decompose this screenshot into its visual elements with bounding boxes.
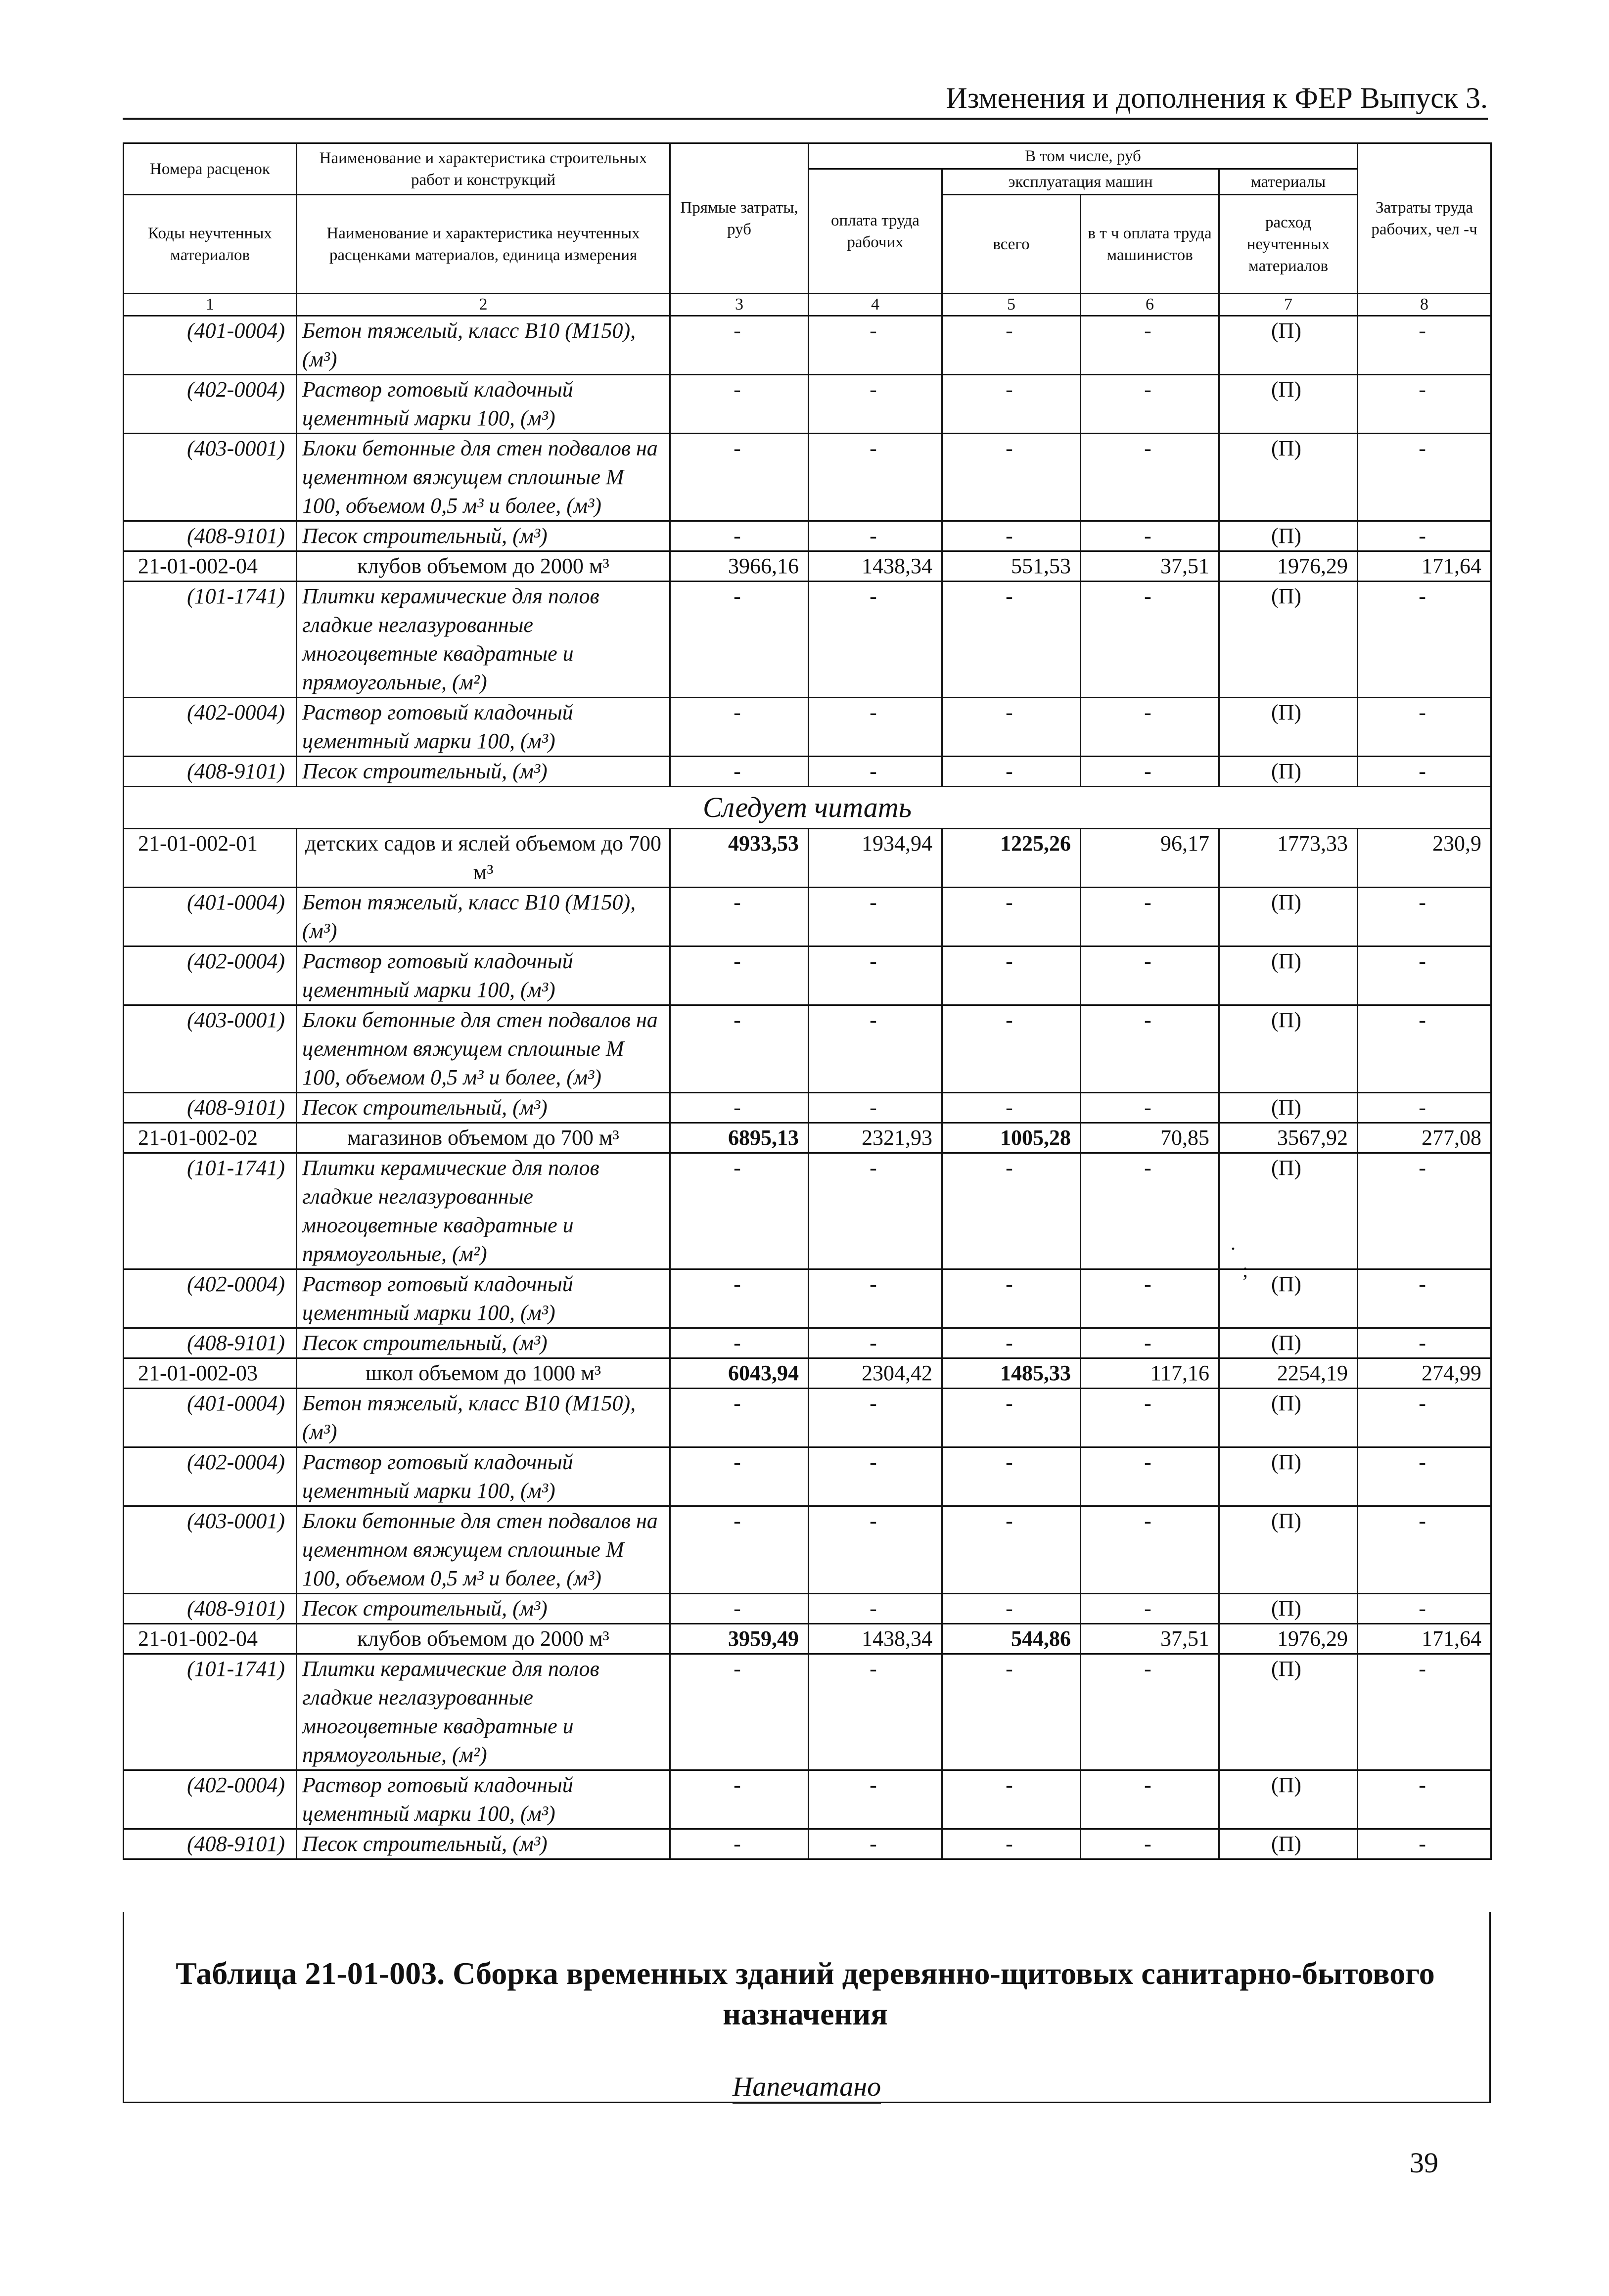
material-row xyxy=(124,757,1491,787)
material-row xyxy=(124,1005,1491,1093)
row-value: - xyxy=(670,698,809,757)
row-value: (П) xyxy=(1219,316,1358,375)
row-name: Бетон тяжелый, класс В10 (М150), (м³) xyxy=(297,1389,670,1447)
material-row xyxy=(124,1770,1491,1829)
row-value: - xyxy=(670,1328,809,1358)
row-value: (П) xyxy=(1219,1594,1358,1624)
row-value: - xyxy=(1358,757,1491,787)
row-value: 37,51 xyxy=(1081,551,1219,582)
row-value: - xyxy=(1081,1269,1219,1328)
row-value: (П) xyxy=(1219,1506,1358,1594)
row-value: - xyxy=(942,1005,1081,1093)
row-value: - xyxy=(670,1269,809,1328)
row-value: - xyxy=(809,1594,942,1624)
rate-row xyxy=(124,551,1491,582)
row-value: 1773,33 xyxy=(1219,829,1358,888)
labor-hours-header: Затраты труда рабочих, чел -ч xyxy=(1358,143,1491,294)
row-value: - xyxy=(1081,1594,1219,1624)
row-value: (П) xyxy=(1219,1269,1358,1328)
row-name: Бетон тяжелый, класс В10 (М150), (м³) xyxy=(297,888,670,946)
operator-pay-header: в т ч оплата труда машинистов xyxy=(1081,195,1219,294)
row-value: - xyxy=(1081,1447,1219,1506)
table-body-after xyxy=(124,829,1491,1859)
row-value: (П) xyxy=(1219,1447,1358,1506)
material-row xyxy=(124,434,1491,521)
material-row xyxy=(124,946,1491,1005)
row-value: 6895,13 xyxy=(670,1123,809,1153)
printed-note xyxy=(123,2071,1491,2103)
row-value: - xyxy=(670,1770,809,1829)
row-name: магазинов объемом до 700 м³ xyxy=(297,1123,670,1153)
row-value: - xyxy=(1358,698,1491,757)
row-value: - xyxy=(809,1654,942,1770)
row-value: - xyxy=(1081,434,1219,521)
material-row xyxy=(124,1594,1491,1624)
row-value: - xyxy=(1081,1153,1219,1269)
row-value: - xyxy=(809,757,942,787)
row-value: 230,9 xyxy=(1358,829,1491,888)
row-value: - xyxy=(1358,946,1491,1005)
row-value: - xyxy=(809,1506,942,1594)
row-value: - xyxy=(942,1269,1081,1328)
row-value: 3966,16 xyxy=(670,551,809,582)
row-value: 70,85 xyxy=(1081,1123,1219,1153)
row-name: Плитки керамические для полов гладкие неглазурованные многоцветные квадратные и прямоугольные, (м²) xyxy=(297,582,670,698)
row-value: - xyxy=(1358,1093,1491,1123)
row-value: (П) xyxy=(1219,375,1358,434)
row-value: 1438,34 xyxy=(809,551,942,582)
row-value: 3959,49 xyxy=(670,1624,809,1654)
row-code: (401-0004) xyxy=(124,888,297,946)
row-code: 21-01-002-04 xyxy=(124,551,297,582)
row-value: 1976,29 xyxy=(1219,551,1358,582)
row-value: 551,53 xyxy=(942,551,1081,582)
row-value: - xyxy=(942,582,1081,698)
row-code: (408-9101) xyxy=(124,521,297,551)
row-value: - xyxy=(670,1506,809,1594)
material-row xyxy=(124,1506,1491,1594)
row-value: - xyxy=(1081,521,1219,551)
row-code: (402-0004) xyxy=(124,1447,297,1506)
row-code: (408-9101) xyxy=(124,757,297,787)
row-value: - xyxy=(1358,582,1491,698)
row-value: 1976,29 xyxy=(1219,1624,1358,1654)
row-value: - xyxy=(809,1770,942,1829)
row-value: - xyxy=(809,434,942,521)
row-name: Песок строительный, (м³) xyxy=(297,1093,670,1123)
rate-row xyxy=(124,829,1491,888)
row-name: Бетон тяжелый, класс В10 (М150), (м³) xyxy=(297,316,670,375)
materials-header: материалы xyxy=(1219,169,1358,195)
row-value: - xyxy=(809,1093,942,1123)
material-row xyxy=(124,1269,1491,1328)
row-name: Раствор готовый кладочный цементный марки 100, (м³) xyxy=(297,946,670,1005)
row-value: (П) xyxy=(1219,582,1358,698)
row-value: 2304,42 xyxy=(809,1358,942,1389)
row-value: 1485,33 xyxy=(942,1358,1081,1389)
column-number-row xyxy=(124,294,1491,316)
row-value: 117,16 xyxy=(1081,1358,1219,1389)
row-name: Блоки бетонные для стен подвалов на цементном вяжущем сплошные М 100, объемом 0,5 м³ и более, (м³) xyxy=(297,434,670,521)
row-name: Песок строительный, (м³) xyxy=(297,1829,670,1859)
row-name: Раствор готовый кладочный цементный марки 100, (м³) xyxy=(297,1269,670,1328)
material-row xyxy=(124,1093,1491,1123)
row-value: - xyxy=(670,521,809,551)
col1-bottom-header: Коды неучтенных материалов xyxy=(124,195,297,294)
worker-pay-header: оплата труда рабочих xyxy=(809,169,942,294)
col-number: 1 xyxy=(124,294,297,316)
row-value: - xyxy=(942,434,1081,521)
row-value: - xyxy=(1081,582,1219,698)
row-value: 171,64 xyxy=(1358,551,1491,582)
row-value: - xyxy=(1358,1654,1491,1770)
row-value: - xyxy=(942,521,1081,551)
row-value: 2321,93 xyxy=(809,1123,942,1153)
row-value: - xyxy=(942,1153,1081,1269)
row-value: 6043,94 xyxy=(670,1358,809,1389)
direct-costs-header: Прямые затраты, руб xyxy=(670,143,809,294)
row-name: Раствор готовый кладочный цементный марки 100, (м³) xyxy=(297,698,670,757)
row-value: - xyxy=(1358,1447,1491,1506)
row-value: - xyxy=(809,1447,942,1506)
material-row xyxy=(124,698,1491,757)
row-value: - xyxy=(1358,888,1491,946)
row-value: - xyxy=(809,521,942,551)
including-header: В том числе, руб xyxy=(809,143,1358,169)
separator-row xyxy=(124,787,1491,829)
row-value: - xyxy=(942,946,1081,1005)
row-name: Песок строительный, (м³) xyxy=(297,1328,670,1358)
row-code: (401-0004) xyxy=(124,316,297,375)
row-value: - xyxy=(670,1654,809,1770)
row-name: Раствор готовый кладочный цементный марки 100, (м³) xyxy=(297,375,670,434)
row-value: - xyxy=(809,1269,942,1328)
row-value: - xyxy=(1081,757,1219,787)
row-value: - xyxy=(1081,1005,1219,1093)
row-value: - xyxy=(809,375,942,434)
row-value: (П) xyxy=(1219,1005,1358,1093)
row-value: - xyxy=(942,1093,1081,1123)
row-value: 96,17 xyxy=(1081,829,1219,888)
row-code: (401-0004) xyxy=(124,1389,297,1447)
row-value: (П) xyxy=(1219,1153,1358,1269)
should-read-label: Следует читать xyxy=(124,787,1491,829)
row-value: (П) xyxy=(1219,521,1358,551)
row-value: - xyxy=(942,1389,1081,1447)
row-value: - xyxy=(942,1654,1081,1770)
row-value: - xyxy=(942,888,1081,946)
material-row xyxy=(124,1389,1491,1447)
row-value: (П) xyxy=(1219,1328,1358,1358)
rate-row xyxy=(124,1624,1491,1654)
row-value: 1005,28 xyxy=(942,1123,1081,1153)
row-value: - xyxy=(1081,698,1219,757)
row-value: - xyxy=(1358,375,1491,434)
col2-top-header: Наименование и характеристика строительных работ и конструкций xyxy=(297,143,670,195)
row-value: 4933,53 xyxy=(670,829,809,888)
row-code: 21-01-002-01 xyxy=(124,829,297,888)
row-value: - xyxy=(1358,1770,1491,1829)
row-value: - xyxy=(1081,316,1219,375)
material-row xyxy=(124,1153,1491,1269)
row-value: (П) xyxy=(1219,1389,1358,1447)
row-value: - xyxy=(809,946,942,1005)
row-value: - xyxy=(1081,1328,1219,1358)
material-row xyxy=(124,1829,1491,1859)
row-value: - xyxy=(1081,1389,1219,1447)
col-number: 5 xyxy=(942,294,1081,316)
col-number: 6 xyxy=(1081,294,1219,316)
row-name: Раствор готовый кладочный цементный марки 100, (м³) xyxy=(297,1770,670,1829)
row-value: - xyxy=(1358,1594,1491,1624)
row-name: Блоки бетонные для стен подвалов на цементном вяжущем сплошные М 100, объемом 0,5 м³ и более, (м³) xyxy=(297,1005,670,1093)
material-row xyxy=(124,888,1491,946)
row-value: - xyxy=(942,1447,1081,1506)
row-value: (П) xyxy=(1219,1654,1358,1770)
machines-total-header: всего xyxy=(942,195,1081,294)
row-value: - xyxy=(1358,1328,1491,1358)
row-value: - xyxy=(942,1594,1081,1624)
row-value: - xyxy=(670,1447,809,1506)
separator-body xyxy=(124,787,1491,829)
row-value: - xyxy=(942,698,1081,757)
row-value: - xyxy=(670,1829,809,1859)
rate-row xyxy=(124,1358,1491,1389)
row-value: - xyxy=(670,888,809,946)
row-value: - xyxy=(670,1093,809,1123)
row-value: (П) xyxy=(1219,888,1358,946)
row-code: (402-0004) xyxy=(124,375,297,434)
row-value: - xyxy=(942,1506,1081,1594)
row-value: - xyxy=(809,1005,942,1093)
row-value: 1438,34 xyxy=(809,1624,942,1654)
row-value: 277,08 xyxy=(1358,1123,1491,1153)
row-code: (402-0004) xyxy=(124,1269,297,1328)
row-value: - xyxy=(670,1594,809,1624)
row-name: школ объемом до 1000 м³ xyxy=(297,1358,670,1389)
row-value: - xyxy=(670,375,809,434)
col2-bottom-header: Наименование и характеристика неучтенных расценками материалов, единица измерения xyxy=(297,195,670,294)
row-value: - xyxy=(1081,946,1219,1005)
row-name: клубов объемом до 2000 м³ xyxy=(297,551,670,582)
row-name: Раствор готовый кладочный цементный марки 100, (м³) xyxy=(297,1447,670,1506)
page-header: Изменения и дополнения к ФЕР Выпуск 3. xyxy=(123,78,1488,120)
row-code: (408-9101) xyxy=(124,1328,297,1358)
row-name: Плитки керамические для полов гладкие неглазурованные многоцветные квадратные и прямоугольные, (м²) xyxy=(297,1654,670,1770)
material-row xyxy=(124,1328,1491,1358)
row-value: 37,51 xyxy=(1081,1624,1219,1654)
material-row xyxy=(124,1447,1491,1506)
row-value: (П) xyxy=(1219,757,1358,787)
row-code: (101-1741) xyxy=(124,1654,297,1770)
row-code: 21-01-002-04 xyxy=(124,1624,297,1654)
row-value: - xyxy=(670,1153,809,1269)
row-name: Песок строительный, (м³) xyxy=(297,1594,670,1624)
row-name: клубов объемом до 2000 м³ xyxy=(297,1624,670,1654)
row-value: 2254,19 xyxy=(1219,1358,1358,1389)
row-value: - xyxy=(1358,521,1491,551)
row-value: - xyxy=(1081,1093,1219,1123)
row-value: (П) xyxy=(1219,1770,1358,1829)
row-name: Песок строительный, (м³) xyxy=(297,757,670,787)
row-value: - xyxy=(1081,888,1219,946)
col-number: 4 xyxy=(809,294,942,316)
row-value: (П) xyxy=(1219,946,1358,1005)
material-row xyxy=(124,521,1491,551)
machines-header: эксплуатация машин xyxy=(942,169,1219,195)
row-value: - xyxy=(809,698,942,757)
row-code: (101-1741) xyxy=(124,1153,297,1269)
col-number: 2 xyxy=(297,294,670,316)
col-number: 8 xyxy=(1358,294,1491,316)
row-code: (101-1741) xyxy=(124,582,297,698)
table-head xyxy=(124,143,1491,294)
row-code: (402-0004) xyxy=(124,1770,297,1829)
row-value: - xyxy=(670,316,809,375)
row-value: (П) xyxy=(1219,434,1358,521)
row-value: - xyxy=(1358,1389,1491,1447)
row-code: (403-0001) xyxy=(124,434,297,521)
row-value: - xyxy=(942,1328,1081,1358)
row-value: - xyxy=(809,888,942,946)
row-code: (403-0001) xyxy=(124,1506,297,1594)
page-number: 39 xyxy=(1410,2147,1438,2179)
row-value: - xyxy=(1358,316,1491,375)
row-value: - xyxy=(942,757,1081,787)
row-value: - xyxy=(1358,1005,1491,1093)
row-value: - xyxy=(1358,1829,1491,1859)
scan-speck: . xyxy=(1231,1232,1236,1254)
row-value: - xyxy=(942,375,1081,434)
row-name: Блоки бетонные для стен подвалов на цементном вяжущем сплошные М 100, объемом 0,5 м³ и более, (м³) xyxy=(297,1506,670,1594)
row-value: - xyxy=(809,316,942,375)
row-value: - xyxy=(1081,1770,1219,1829)
rate-row xyxy=(124,1123,1491,1153)
row-name: детских садов и яслей объемом до 700 м³ xyxy=(297,829,670,888)
row-code: (408-9101) xyxy=(124,1829,297,1859)
row-value: - xyxy=(670,582,809,698)
row-value: - xyxy=(670,1005,809,1093)
col1-top-header: Номера расценок xyxy=(124,143,297,195)
row-value: 544,86 xyxy=(942,1624,1081,1654)
row-value: - xyxy=(1081,375,1219,434)
row-value: - xyxy=(1358,1506,1491,1594)
row-value: - xyxy=(809,1153,942,1269)
row-name: Песок строительный, (м³) xyxy=(297,521,670,551)
row-value: 3567,92 xyxy=(1219,1123,1358,1153)
row-value: - xyxy=(670,946,809,1005)
material-row xyxy=(124,316,1491,375)
row-value: - xyxy=(942,1829,1081,1859)
row-value: - xyxy=(1358,434,1491,521)
table-title: Таблица 21-01-003. Сборка временных зданий деревянно-щитовых санитарно-бытового назначения xyxy=(176,1956,1435,2031)
row-code: 21-01-002-03 xyxy=(124,1358,297,1389)
row-value: - xyxy=(1358,1269,1491,1328)
row-value: - xyxy=(1081,1654,1219,1770)
row-value: - xyxy=(809,1328,942,1358)
material-usage-header: расход неучтенных материалов xyxy=(1219,195,1358,294)
row-code: (402-0004) xyxy=(124,698,297,757)
row-value: - xyxy=(1081,1506,1219,1594)
row-code: (402-0004) xyxy=(124,946,297,1005)
row-value: 1934,94 xyxy=(809,829,942,888)
row-value: (П) xyxy=(1219,1093,1358,1123)
row-code: (403-0001) xyxy=(124,1005,297,1093)
col-number: 3 xyxy=(670,294,809,316)
row-value: (П) xyxy=(1219,698,1358,757)
scan-speck: ; xyxy=(1242,1259,1248,1281)
row-value: - xyxy=(809,1389,942,1447)
row-value: - xyxy=(809,1829,942,1859)
col-number: 7 xyxy=(1219,294,1358,316)
row-value: - xyxy=(942,316,1081,375)
row-name: Плитки керамические для полов гладкие неглазурованные многоцветные квадратные и прямоугольные, (м²) xyxy=(297,1153,670,1269)
material-row xyxy=(124,582,1491,698)
row-value: - xyxy=(670,434,809,521)
price-table xyxy=(123,142,1492,1860)
row-value: - xyxy=(809,582,942,698)
row-code: 21-01-002-02 xyxy=(124,1123,297,1153)
row-value: 274,99 xyxy=(1358,1358,1491,1389)
table-body-before xyxy=(124,294,1491,787)
row-code: (408-9101) xyxy=(124,1093,297,1123)
row-value: - xyxy=(670,1389,809,1447)
material-row xyxy=(124,375,1491,434)
row-code: (408-9101) xyxy=(124,1594,297,1624)
printed-note-text: Напечатано xyxy=(733,2071,881,2104)
row-value: - xyxy=(1358,1153,1491,1269)
row-value: - xyxy=(670,757,809,787)
row-value: - xyxy=(1081,1829,1219,1859)
row-value: 171,64 xyxy=(1358,1624,1491,1654)
material-row xyxy=(124,1654,1491,1770)
row-value: (П) xyxy=(1219,1829,1358,1859)
row-value: - xyxy=(942,1770,1081,1829)
row-value: 1225,26 xyxy=(942,829,1081,888)
